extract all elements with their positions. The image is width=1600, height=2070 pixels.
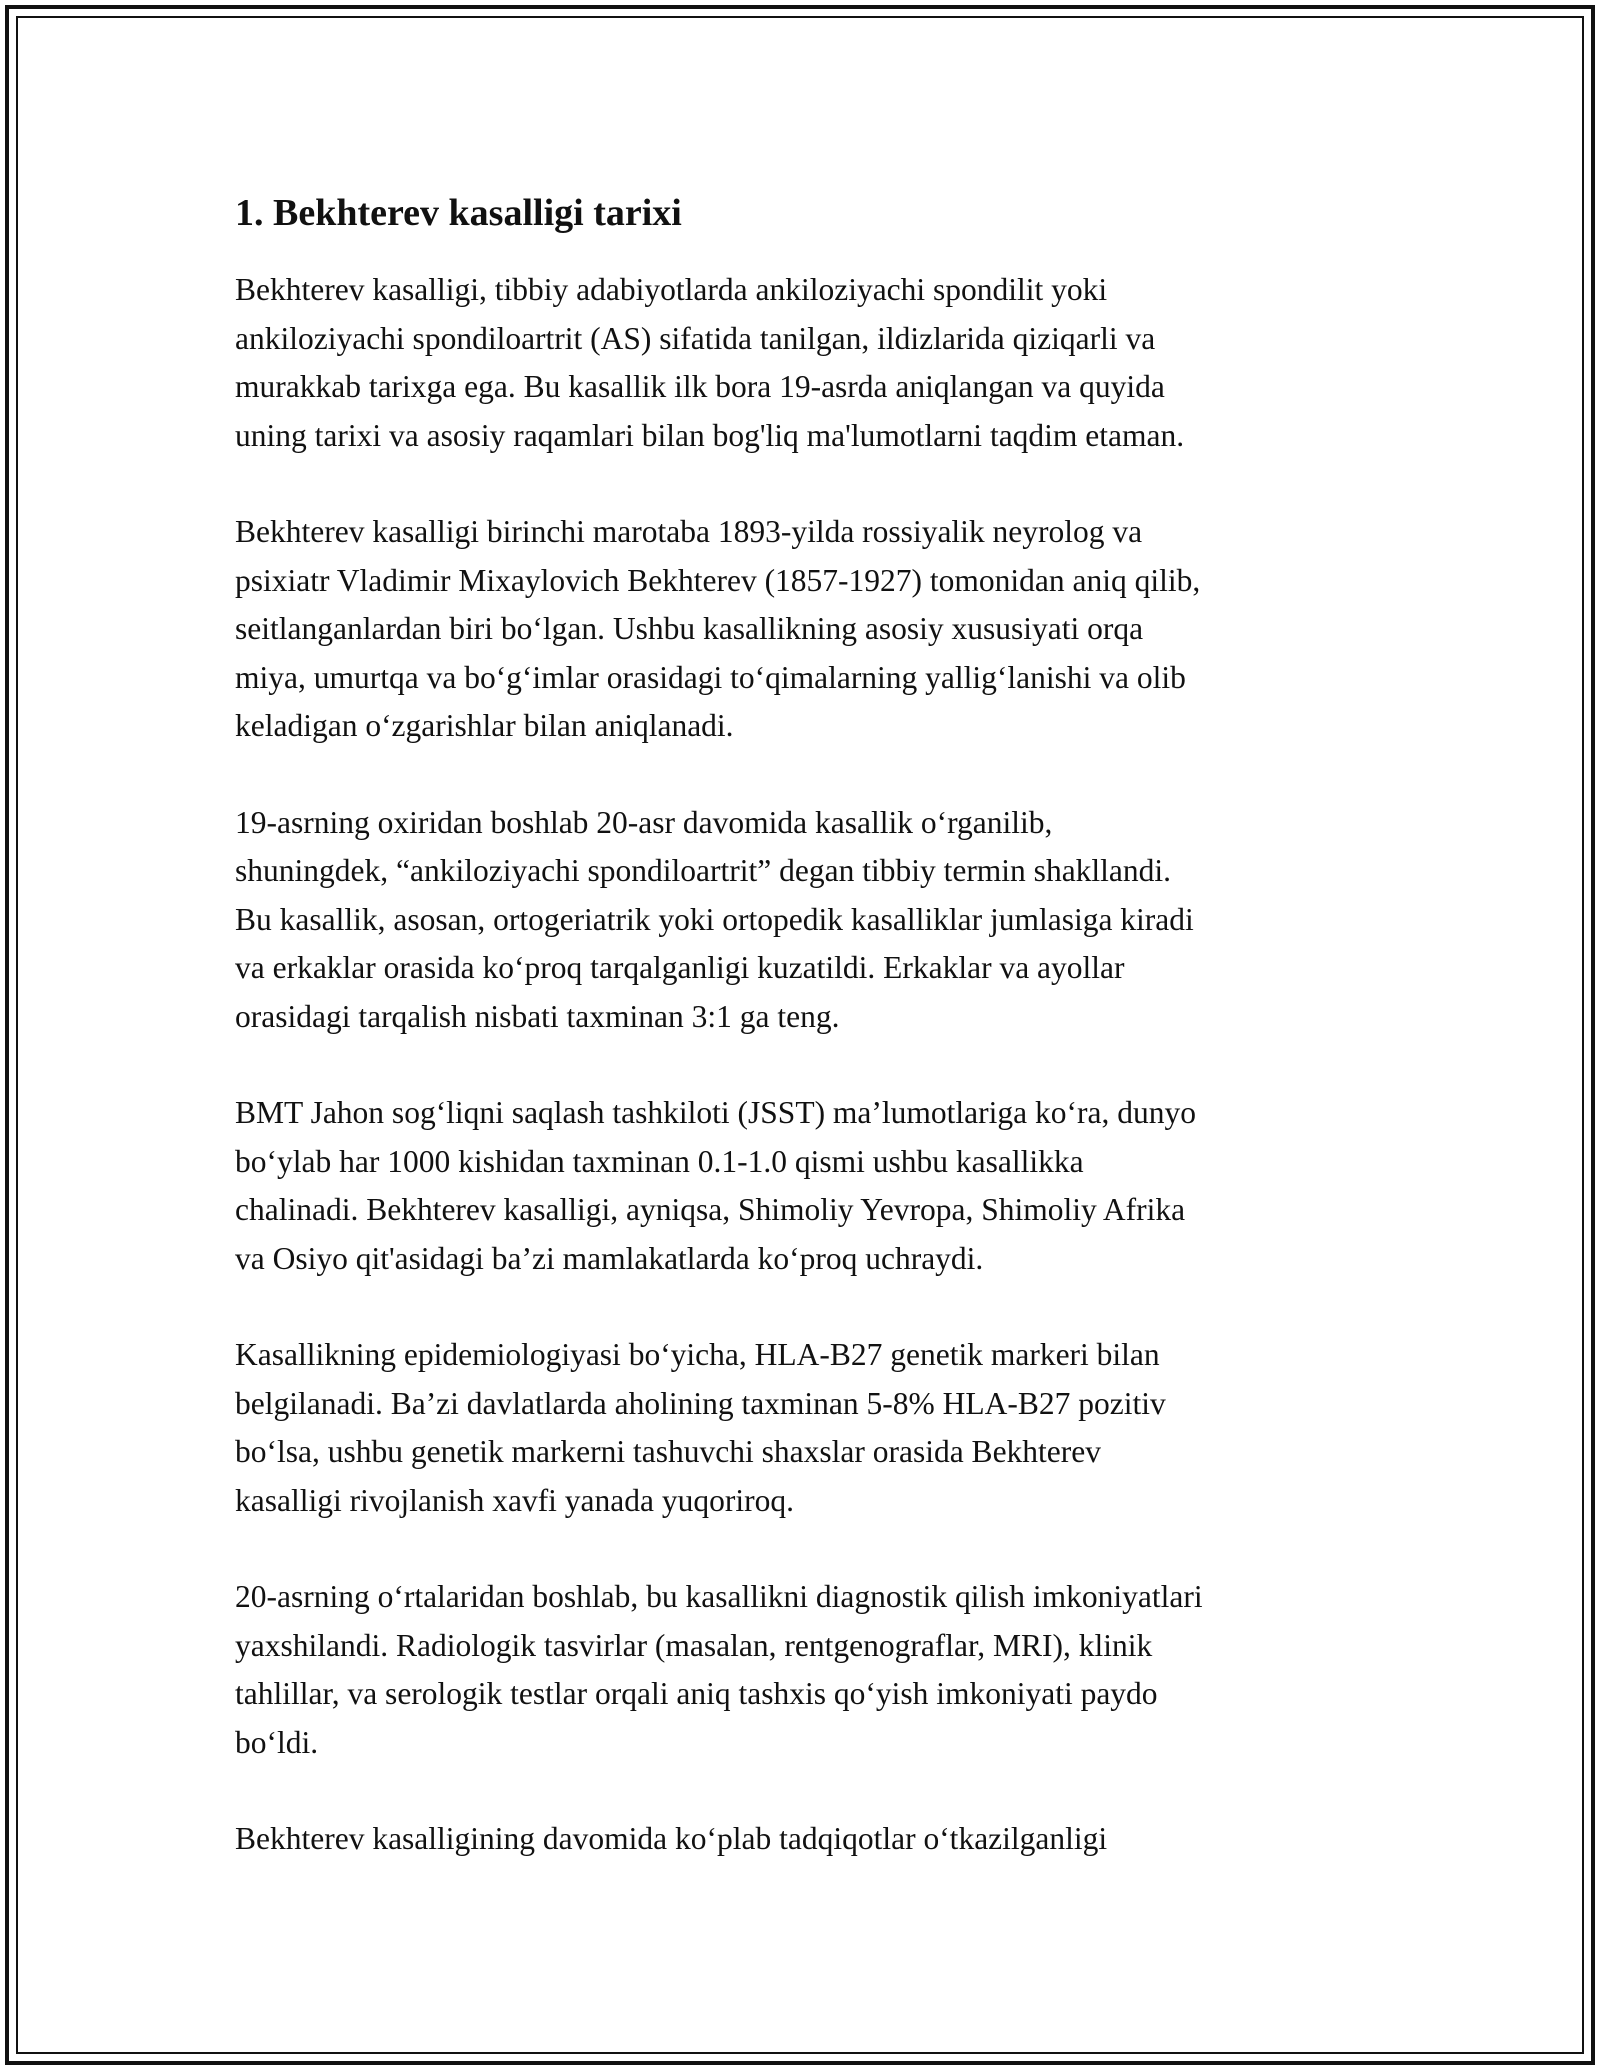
text-line: miya, umurtqa va bo‘g‘imlar orasidagi to‘qimalarning yallig‘lanishi va olib bbox=[235, 659, 1186, 695]
text-line: chalinadi. Bekhterev kasalligi, ayniqsa, Shimoliy Yevropa, Shimoliy Afrika bbox=[235, 1192, 1186, 1227]
text-line: va erkaklar orasida ko‘proq tarqalganligi kuzatildi. Erkaklar va ayollar bbox=[235, 950, 1125, 985]
text-line: bo‘ldi. bbox=[235, 1724, 319, 1760]
text-line: shuningdek, “ankiloziyachi spondiloartrit” degan tibbiy termin shakllandi. bbox=[235, 853, 1172, 888]
paragraph-diagnostics bbox=[235, 1573, 1385, 1767]
text-line: kasalligi rivojlanish xavfi yanada yuqoriroq. bbox=[235, 1482, 794, 1518]
text-line: seitlanganlardan biri bo‘lgan. Ushbu kasallikning asosiy xususiyati orqa bbox=[235, 611, 1144, 646]
text-line: psixiatr Vladimir Mixaylovich Bekhterev (1857-1927) tomonidan aniq qilib, bbox=[235, 562, 1201, 598]
text-line: Kasallikning epidemiologiyasi bo‘yicha, HLA-B27 genetik markeri bilan bbox=[235, 1337, 1160, 1372]
text-line: ankiloziyachi spondiloartrit (AS) sifatida tanilgan, ildizlarida qiziqarli va bbox=[235, 320, 1156, 356]
text-line: orasidagi tarqalish nisbati taxminan 3:1 ga teng. bbox=[235, 998, 840, 1034]
section-heading: 1. Bekhterev kasalligi tarixi bbox=[235, 192, 682, 234]
paragraph-intro bbox=[235, 266, 1385, 460]
text-line: murakkab tarixga ega. Bu kasallik ilk bora 19-asrda aniqlangan va quyida bbox=[235, 369, 1165, 404]
text-line: bo‘ylab har 1000 kishidan taxminan 0.1-1.0 qismi ushbu kasallikka bbox=[235, 1143, 1084, 1179]
text-line: Bekhterev kasalligi birinchi marotaba 1893-yilda rossiyalik neyrolog va bbox=[235, 514, 1143, 549]
text-line: belgilanadi. Ba’zi davlatlarda aholining taxminan 5-8% HLA-B27 pozitiv bbox=[235, 1385, 1166, 1421]
text-line: tahlillar, va serologik testlar orqali aniq tashxis qo‘yish imkoniyati paydo bbox=[235, 1676, 1158, 1711]
text-line: 20-asrning o‘rtalaridan boshlab, bu kasallikni diagnostik qilish imkoniyatlari bbox=[235, 1579, 1203, 1614]
paragraph-prevalence bbox=[235, 1089, 1385, 1283]
text-line: bo‘lsa, ushbu genetik markerni tashuvchi shaxslar orasida Bekhterev bbox=[235, 1434, 1102, 1469]
paragraph-discovery bbox=[235, 508, 1385, 751]
text-line: keladigan o‘zgarishlar bilan aniqlanadi. bbox=[235, 708, 734, 743]
text-line: yaxshilandi. Radiologik tasvirlar (masalan, rentgenograflar, MRI), klinik bbox=[235, 1627, 1153, 1663]
paragraph-terminology bbox=[235, 799, 1385, 1042]
text-line: 19-asrning oxiridan boshlab 20-asr davomida kasallik o‘rganilib, bbox=[235, 804, 1053, 840]
document-body bbox=[235, 182, 1385, 1912]
paragraph-research bbox=[235, 1815, 1385, 1864]
text-line: Bekhterev kasalligining davomida ko‘plab tadqiqotlar o‘tkazilganligi bbox=[235, 1821, 1108, 1856]
text-line: BMT Jahon sog‘liqni saqlash tashkiloti (JSST) ma’lumotlariga ko‘ra, dunyo bbox=[235, 1095, 1196, 1130]
text-line: Bekhterev kasalligi, tibbiy adabiyotlarda ankiloziyachi spondilit yoki bbox=[235, 272, 1108, 307]
text-line: Bu kasallik, asosan, ortogeriatrik yoki ortopedik kasalliklar jumlasiga kiradi bbox=[235, 901, 1194, 937]
text-line: uning tarixi va asosiy raqamlari bilan bog'liq ma'lumotlarni taqdim etaman. bbox=[235, 417, 1185, 453]
paragraph-epidemiology bbox=[235, 1331, 1385, 1525]
text-line: va Osiyo qit'asidagi ba’zi mamlakatlarda ko‘proq uchraydi. bbox=[235, 1240, 984, 1276]
